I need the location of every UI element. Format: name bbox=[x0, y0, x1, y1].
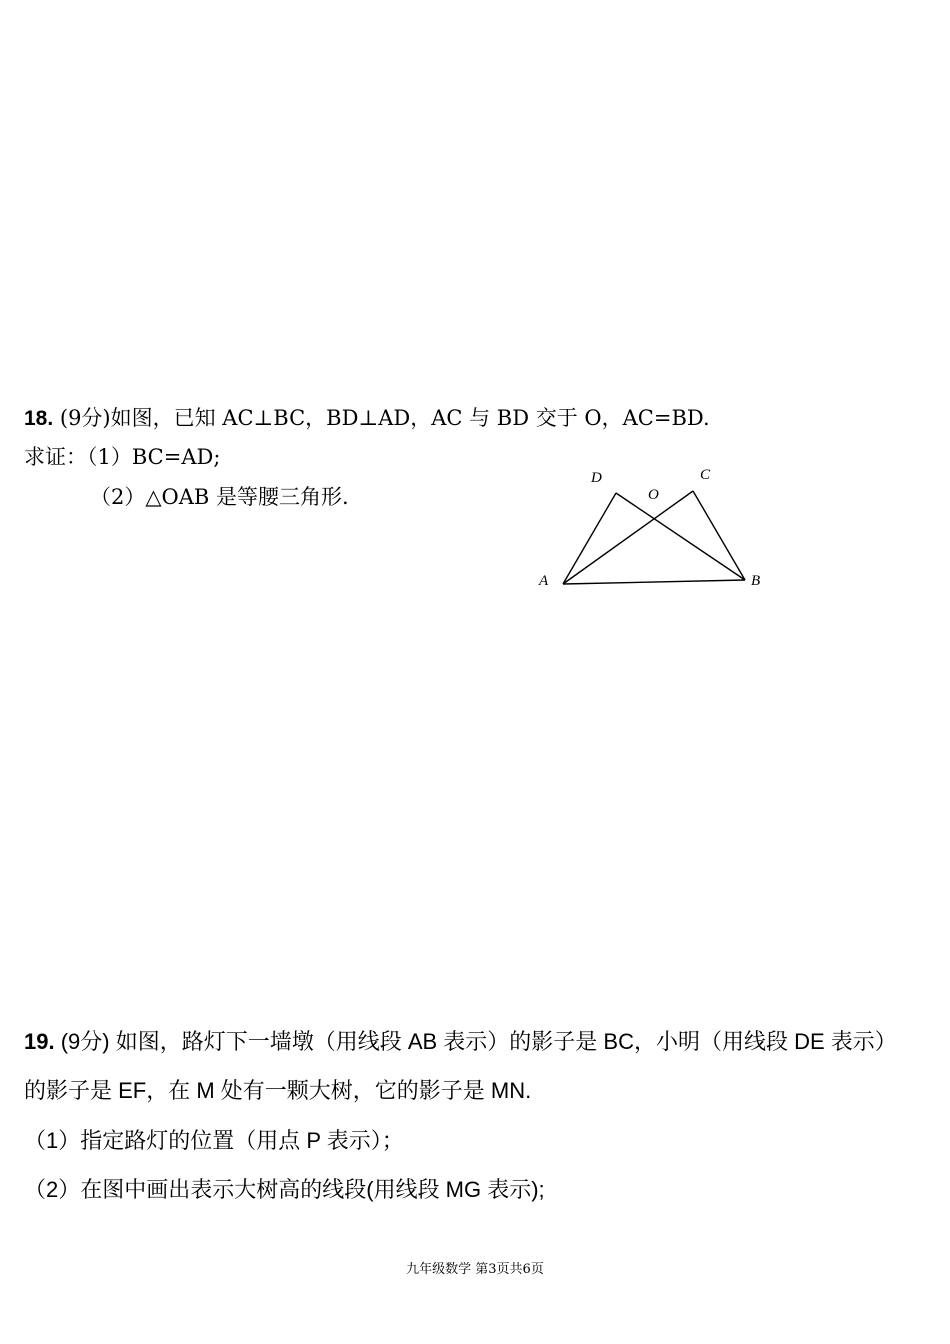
segment-CB bbox=[693, 491, 745, 580]
geometry-figure bbox=[530, 455, 780, 595]
segment-AB bbox=[563, 580, 745, 584]
label-B: B bbox=[751, 573, 761, 589]
q18-prove-part1: 求证：（1）BC=AD; bbox=[24, 445, 221, 469]
q19-task-1: （1）指定路灯的位置（用点 P 表示）； bbox=[24, 1128, 404, 1153]
page-footer: 九年级数学 第3页共6页 bbox=[406, 1262, 544, 1277]
q19-statement bbox=[24, 1025, 897, 1056]
segment-DB bbox=[616, 493, 745, 580]
q19-task-2: （2）在图中画出表示大树高的线段(用线段 MG 表示); bbox=[24, 1177, 545, 1202]
label-A: A bbox=[539, 573, 549, 589]
label-O: O bbox=[648, 487, 659, 503]
q19-number: 19. bbox=[24, 1029, 55, 1054]
label-C: C bbox=[700, 467, 711, 483]
q19-statement-cont: 的影子是 EF，在 M 处有一颗大树，它的影子是 MN. bbox=[24, 1078, 532, 1103]
q18-text: (9分)如图，已知 AC⊥BC，BD⊥AD，AC 与 BD 交于 O，AC=BD. bbox=[53, 406, 710, 430]
q18-prove-part2: （2）△OAB 是等腰三角形. bbox=[90, 485, 349, 509]
label-D: D bbox=[591, 470, 602, 486]
q19-text: (9分) 如图，路灯下一墙墩（用线段 AB 表示）的影子是 BC，小明（用线段 DE 表示） bbox=[54, 1029, 897, 1054]
q18-number: 18. bbox=[24, 407, 54, 430]
segment-AD bbox=[563, 493, 616, 584]
q18-statement bbox=[24, 402, 710, 432]
segment-AC bbox=[563, 491, 693, 584]
